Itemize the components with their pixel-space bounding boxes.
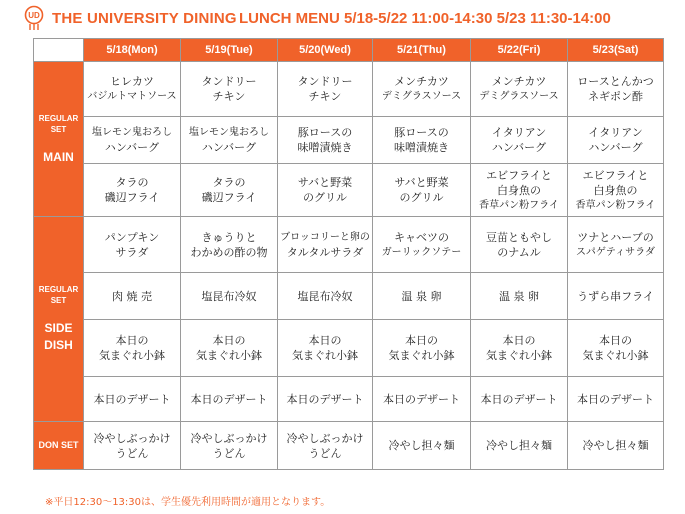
menu-item-cell [181,164,278,217]
menu-item-cell [373,117,471,164]
menu-item-text: 冷やし担々麺 [486,439,552,452]
menu-item-text: 本日の [212,334,246,347]
menu-item-cell [278,273,373,320]
menu-item-text: チキン [308,90,342,103]
menu-item-text: サラダ [115,245,149,259]
menu-item-text: バジルトマトソース [87,91,177,102]
menu-item-text: タンドリー [297,75,353,88]
menu-item-cell [373,377,471,422]
menu-item-text: ハンバーグ [201,141,257,154]
menu-item-cell [181,117,278,164]
menu-item-cell [278,377,373,422]
menu-item-text: 白身魚の [593,183,638,197]
day-header-wed: 5/20(Wed) [278,39,373,62]
menu-item-cell [181,320,278,377]
menu-item-cell [568,217,664,273]
university-dining-logo-icon [24,5,44,31]
menu-item-text: 本日のデザート [383,392,460,406]
menu-item-cell [568,117,664,164]
menu-item-cell [568,377,664,422]
menu-item-cell [181,217,278,273]
menu-item-cell [278,422,373,470]
menu-item-cell [278,164,373,217]
menu-item-text: ハンバーグ [491,141,547,154]
don-row [34,422,664,470]
menu-item-cell [471,62,568,117]
menu-item-text: 気まぐれ小鉢 [582,349,649,362]
menu-item-text: ブロッコリーと卵の [280,231,370,243]
menu-item-text: 磯辺フライ [104,191,160,204]
menu-item-text: スパゲティサラダ [575,246,656,258]
section-top-label-2: SET [50,296,67,305]
menu-item-cell [84,217,181,273]
menu-item-text: ヒレカツ [110,75,154,88]
menu-item-text: タンドリー [201,75,257,88]
main-row [34,164,664,217]
menu-item-text: メンチカツ [491,75,547,88]
menu-item-cell [471,164,568,217]
menu-item-text: パンプキン [104,230,160,244]
menu-item-cell [471,273,568,320]
footnote: ※平日12:30～13:30は、学生優先利用時間が適用となります。 [45,497,331,508]
main-row [34,62,664,117]
main-row [34,117,664,164]
menu-item-cell [181,377,278,422]
side-row [34,273,664,320]
menu-item-cell [373,422,471,470]
side-row [34,320,664,377]
menu-item-text: 白身魚の [497,183,541,197]
menu-item-text: 気まぐれ小鉢 [388,349,455,362]
menu-item-text: のグリル [303,191,347,204]
section-top-label: REGULAR [38,113,79,123]
menu-item-text: 塩昆布冷奴 [201,289,257,303]
menu-item-text: 味噌漬焼き [297,141,353,154]
menu-item-text: 磯辺フライ [201,191,257,204]
menu-item-text: 塩昆布冷奴 [297,289,353,303]
section-name-line1: SIDE [44,321,73,335]
menu-item-text: のグリル [399,191,444,204]
menu-item-cell [278,320,373,377]
menu-item-cell [471,377,568,422]
menu-item-text: 気まぐれ小鉢 [292,349,358,362]
menu-item-cell [373,273,471,320]
menu-item-text: 香草パン粉フライ [575,199,656,211]
menu-item-text: 温 泉 卵 [401,289,442,303]
don-section-label [34,422,84,470]
menu-item-text: サバと野菜 [297,176,353,189]
menu-item-cell [278,62,373,117]
section-top-label-2: SET [50,124,67,134]
menu-item-text: イタリアン [491,126,547,139]
menu-item-text: 本日の [599,334,632,347]
menu-item-text: 本日のデザート [286,392,364,406]
day-header-sat: 5/23(Sat) [568,39,664,62]
menu-item-text: 豆苗ともやし [486,230,552,244]
menu-item-text: エビフライと [582,168,649,182]
menu-title: LUNCH MENU 5/18-5/22 11:00-14:30 5/23 11:30-14:00 [239,10,611,27]
menu-item-text: 冷やしぶっかけ [286,431,364,445]
section-top-label: REGULAR [38,285,79,294]
menu-item-cell [373,62,471,117]
menu-item-text: 冷やし担々麺 [582,439,649,452]
day-header-thu: 5/21(Thu) [373,39,471,62]
menu-item-text: 塩レモン鬼おろし [92,127,172,138]
menu-item-text: 塩レモン鬼おろし [189,127,269,138]
menu-item-text: 香草パン粉フライ [479,199,559,211]
day-header-tue: 5/19(Tue) [181,39,278,62]
menu-item-text: わかめの酢の物 [190,245,268,259]
table-corner [34,39,84,62]
menu-item-text: メンチカツ [394,75,449,88]
menu-item-text: 本日の [115,334,149,347]
menu-item-text: ツナとハーブの [577,230,654,244]
menu-item-text: エビフライと [486,168,552,182]
day-header-row [34,39,664,62]
menu-item-text: 本日のデザート [577,392,654,406]
side-row [34,377,664,422]
menu-item-text: 気まぐれ小鉢 [196,349,262,362]
day-header-fri: 5/22(Fri) [471,39,568,62]
menu-item-text: 味噌漬焼き [394,141,449,154]
menu-item-text: 本日の [502,334,536,347]
side-row [34,217,664,273]
menu-item-cell [84,320,181,377]
menu-item-text: のナムル [497,245,541,259]
menu-item-text: デミグラスソース [479,91,559,102]
menu-item-cell [373,164,471,217]
menu-item-cell [84,117,181,164]
menu-item-text: 本日の [308,334,342,347]
menu-item-text: 豚ロースの [394,126,449,139]
menu-item-cell [373,217,471,273]
brand-name: THE UNIVERSITY DINING [52,10,237,27]
menu-item-text: 肉 焼 売 [112,289,152,303]
section-name-line2: DISH [44,338,73,352]
menu-item-cell [181,273,278,320]
menu-item-cell [181,422,278,470]
menu-item-text: 本日の [405,334,438,347]
menu-item-cell [84,422,181,470]
menu-item-text: 温 泉 卵 [499,289,539,303]
menu-item-cell [181,62,278,117]
menu-item-text: タラの [115,176,149,189]
menu-item-text: うどん [115,446,149,460]
menu-item-text: ロースとんかつ [577,75,654,88]
menu-item-cell [84,164,181,217]
menu-item-text: サバと野菜 [394,176,449,189]
menu-item-cell [471,117,568,164]
section-name: DON SET [38,440,79,450]
menu-item-cell [568,62,664,117]
side-section-label [34,217,84,422]
menu-item-cell [278,217,373,273]
lunch-menu-table [33,38,664,470]
menu-body [34,62,664,470]
menu-item-text: チキン [212,90,246,103]
menu-item-cell [471,422,568,470]
menu-item-cell [84,62,181,117]
menu-item-text: ハンバーグ [588,141,643,154]
menu-item-cell [568,273,664,320]
menu-item-cell [568,164,664,217]
main-section-label [34,62,84,217]
menu-item-text: 冷やし担々麺 [388,439,455,452]
menu-item-text: 冷やしぶっかけ [190,431,268,445]
menu-item-text: うどん [308,446,342,460]
menu-item-text: 本日のデザート [480,392,558,406]
menu-item-text: 冷やしぶっかけ [93,431,171,445]
menu-item-text: デミグラスソース [381,91,462,102]
menu-item-text: タルタルサラダ [286,245,364,259]
menu-item-text: 気まぐれ小鉢 [486,349,552,362]
menu-item-text: きゅうりと [201,230,257,244]
menu-item-text: 気まぐれ小鉢 [99,349,165,362]
menu-item-text: ハンバーグ [104,141,160,154]
section-name: MAIN [43,149,74,164]
menu-item-cell [84,377,181,422]
day-header-mon: 5/18(Mon) [84,39,181,62]
menu-item-text: うずら串フライ [577,289,654,303]
svg-text:UD: UD [28,11,40,20]
menu-item-text: キャベツの [394,230,449,244]
menu-item-cell [278,117,373,164]
menu-item-text: 本日のデザート [190,392,268,406]
menu-item-text: ネギポン酢 [588,90,643,103]
menu-item-cell [471,320,568,377]
menu-item-cell [568,320,664,377]
menu-item-cell [568,422,664,470]
menu-item-cell [84,273,181,320]
page-header [0,0,685,38]
menu-item-cell [471,217,568,273]
menu-item-text: タラの [212,176,246,189]
menu-item-text: イタリアン [588,126,643,139]
menu-item-cell [373,320,471,377]
menu-item-text: うどん [212,446,246,460]
menu-item-text: 本日のデザート [93,392,171,406]
menu-item-text: ガーリックソテー [381,246,462,258]
menu-item-text: 豚ロースの [297,126,353,139]
